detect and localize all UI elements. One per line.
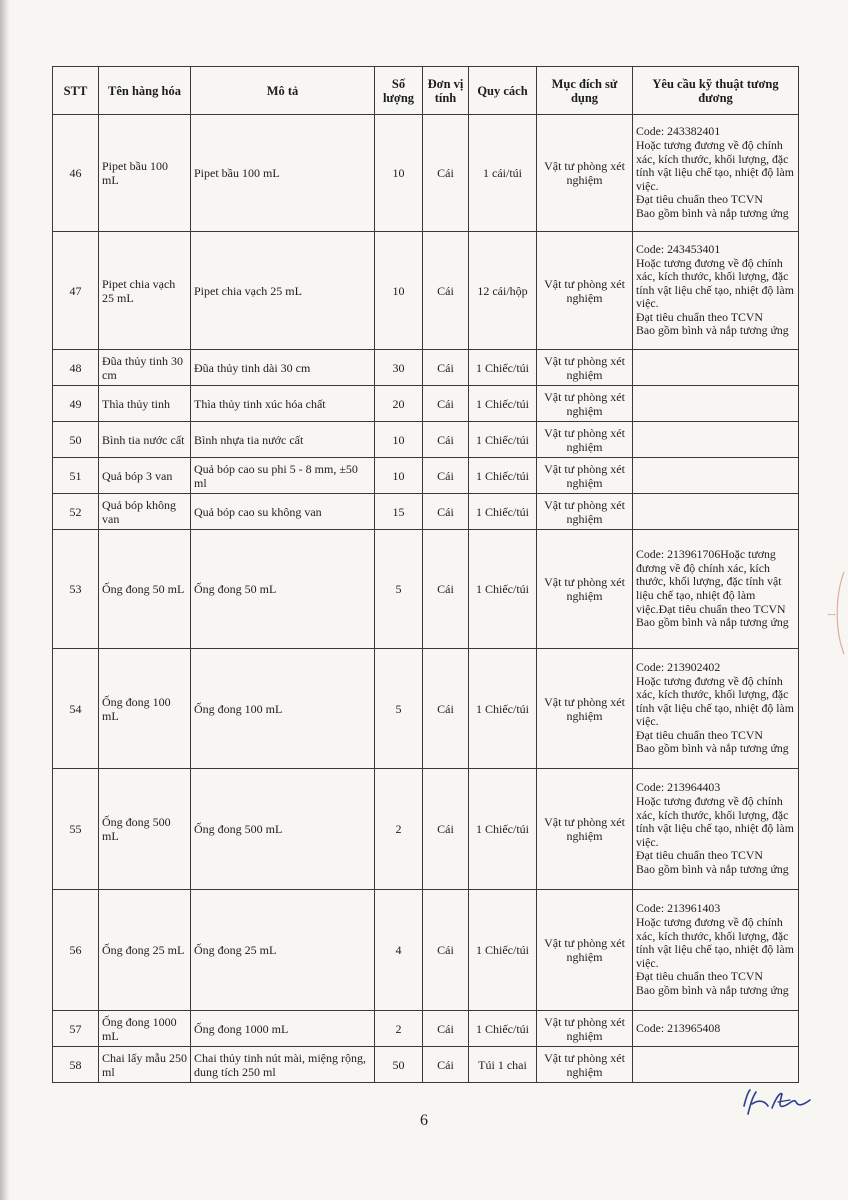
cell-purpose: Vật tư phòng xét nghiệm bbox=[537, 115, 633, 232]
cell-purpose: Vật tư phòng xét nghiệm bbox=[537, 1047, 633, 1083]
cell-name: Quả bóp không van bbox=[99, 494, 191, 530]
cell-name: Ống đong 1000 mL bbox=[99, 1011, 191, 1047]
svg-text:ꟷ: ꟷ bbox=[828, 610, 836, 620]
header-quantity: Số lượng bbox=[375, 67, 423, 115]
cell-description: Quả bóp cao su phi 5 - 8 mm, ±50 ml bbox=[191, 458, 375, 494]
header-stt: STT bbox=[53, 67, 99, 115]
cell-purpose: Vật tư phòng xét nghiệm bbox=[537, 386, 633, 422]
cell-stt: 47 bbox=[53, 232, 99, 350]
cell-name: Pipet chia vạch 25 mL bbox=[99, 232, 191, 350]
cell-stt: 51 bbox=[53, 458, 99, 494]
cell-quantity: 10 bbox=[375, 232, 423, 350]
cell-requirements: Code: 243382401 Hoặc tương đương về độ chính xác, kích thước, khối lượng, đặc tính vật liệu chế tạo, nhiệt độ làm việc. Đạt tiêu chuẩn theo TCVN Bao gồm bình và nắp tương ứng bbox=[633, 115, 799, 232]
table-row bbox=[53, 232, 799, 350]
cell-quantity: 10 bbox=[375, 422, 423, 458]
cell-name: Đũa thủy tinh 30 cm bbox=[99, 350, 191, 386]
cell-quantity: 15 bbox=[375, 494, 423, 530]
cell-name: Bình tia nước cất bbox=[99, 422, 191, 458]
cell-spec: 1 Chiếc/túi bbox=[469, 350, 537, 386]
cell-stt: 46 bbox=[53, 115, 99, 232]
table-row bbox=[53, 1011, 799, 1047]
cell-quantity: 4 bbox=[375, 890, 423, 1011]
cell-purpose: Vật tư phòng xét nghiệm bbox=[537, 350, 633, 386]
cell-name: Ống đong 100 mL bbox=[99, 649, 191, 769]
table-row bbox=[53, 1047, 799, 1083]
cell-spec: 1 Chiếc/túi bbox=[469, 769, 537, 890]
cell-description: Ống đong 100 mL bbox=[191, 649, 375, 769]
cell-name: Quả bóp 3 van bbox=[99, 458, 191, 494]
table-row bbox=[53, 458, 799, 494]
cell-purpose: Vật tư phòng xét nghiệm bbox=[537, 769, 633, 890]
table-row bbox=[53, 649, 799, 769]
cell-requirements bbox=[633, 386, 799, 422]
table-row bbox=[53, 494, 799, 530]
header-purpose: Mục đích sử dụng bbox=[537, 67, 633, 115]
cell-name: Ống đong 500 mL bbox=[99, 769, 191, 890]
cell-description: Đũa thủy tinh dài 30 cm bbox=[191, 350, 375, 386]
cell-description: Chai thủy tinh nút mài, miệng rộng, dung tích 250 ml bbox=[191, 1047, 375, 1083]
cell-spec: 1 Chiếc/túi bbox=[469, 1011, 537, 1047]
cell-purpose: Vật tư phòng xét nghiệm bbox=[537, 890, 633, 1011]
cell-stt: 58 bbox=[53, 1047, 99, 1083]
cell-requirements: Code: 213964403 Hoặc tương đương về độ chính xác, kích thước, khối lượng, đặc tính vật liệu chế tạo, nhiệt độ làm việc. Đạt tiêu chuẩn theo TCVN Bao gồm bình và nắp tương ứng bbox=[633, 769, 799, 890]
cell-requirements bbox=[633, 458, 799, 494]
cell-purpose: Vật tư phòng xét nghiệm bbox=[537, 649, 633, 769]
cell-unit: Cái bbox=[423, 769, 469, 890]
cell-unit: Cái bbox=[423, 458, 469, 494]
cell-stt: 52 bbox=[53, 494, 99, 530]
table-row bbox=[53, 350, 799, 386]
table-row bbox=[53, 530, 799, 649]
header-description: Mô tả bbox=[191, 67, 375, 115]
cell-quantity: 2 bbox=[375, 1011, 423, 1047]
cell-unit: Cái bbox=[423, 649, 469, 769]
cell-unit: Cái bbox=[423, 386, 469, 422]
cell-spec: 1 cái/túi bbox=[469, 115, 537, 232]
supplies-table bbox=[52, 66, 799, 1083]
table-header-row bbox=[53, 67, 799, 115]
cell-spec: 1 Chiếc/túi bbox=[469, 649, 537, 769]
cell-requirements: Code: 213961403 Hoặc tương đương về độ chính xác, kích thước, khối lượng, đặc tính vật liệu chế tạo, nhiệt độ làm việc. Đạt tiêu chuẩn theo TCVN Bao gồm bình và nắp tương ứng bbox=[633, 890, 799, 1011]
table-row bbox=[53, 386, 799, 422]
cell-stt: 55 bbox=[53, 769, 99, 890]
cell-description: Ống đong 25 mL bbox=[191, 890, 375, 1011]
cell-unit: Cái bbox=[423, 422, 469, 458]
cell-requirements: Code: 213902402 Hoặc tương đương về độ chính xác, kích thước, khối lượng, đặc tính vật liệu chế tạo, nhiệt độ làm việc. Đạt tiêu chuẩn theo TCVN Bao gồm bình và nắp tương ứng bbox=[633, 649, 799, 769]
cell-spec: 1 Chiếc/túi bbox=[469, 422, 537, 458]
cell-quantity: 20 bbox=[375, 386, 423, 422]
cell-purpose: Vật tư phòng xét nghiệm bbox=[537, 1011, 633, 1047]
cell-requirements bbox=[633, 422, 799, 458]
cell-spec: 12 cái/hộp bbox=[469, 232, 537, 350]
cell-spec: 1 Chiếc/túi bbox=[469, 530, 537, 649]
cell-requirements: Code: 243453401 Hoặc tương đương về độ chính xác, kích thước, khối lượng, đặc tính vật liệu chế tạo, nhiệt độ làm việc. Đạt tiêu chuẩn theo TCVN Bao gồm bình và nắp tương ứng bbox=[633, 232, 799, 350]
header-requirements: Yêu cầu kỹ thuật tương đương bbox=[633, 67, 799, 115]
cell-stt: 49 bbox=[53, 386, 99, 422]
cell-unit: Cái bbox=[423, 890, 469, 1011]
cell-quantity: 50 bbox=[375, 1047, 423, 1083]
cell-name: Thìa thủy tinh bbox=[99, 386, 191, 422]
cell-description: Pipet bầu 100 mL bbox=[191, 115, 375, 232]
cell-quantity: 10 bbox=[375, 115, 423, 232]
cell-requirements bbox=[633, 1047, 799, 1083]
cell-spec: 1 Chiếc/túi bbox=[469, 386, 537, 422]
table-row bbox=[53, 422, 799, 458]
cell-purpose: Vật tư phòng xét nghiệm bbox=[537, 530, 633, 649]
header-unit: Đơn vị tính bbox=[423, 67, 469, 115]
page-number: 6 bbox=[420, 1112, 428, 1129]
cell-spec: 1 Chiếc/túi bbox=[469, 494, 537, 530]
cell-purpose: Vật tư phòng xét nghiệm bbox=[537, 232, 633, 350]
cell-description: Bình nhựa tia nước cất bbox=[191, 422, 375, 458]
cell-description: Thìa thủy tinh xúc hóa chất bbox=[191, 386, 375, 422]
cell-quantity: 5 bbox=[375, 530, 423, 649]
cell-stt: 54 bbox=[53, 649, 99, 769]
cell-spec: Túi 1 chai bbox=[469, 1047, 537, 1083]
cell-description: Pipet chia vạch 25 mL bbox=[191, 232, 375, 350]
table-row bbox=[53, 115, 799, 232]
cell-stt: 57 bbox=[53, 1011, 99, 1047]
cell-name: Pipet bầu 100 mL bbox=[99, 115, 191, 232]
cell-spec: 1 Chiếc/túi bbox=[469, 458, 537, 494]
cell-name: Ống đong 25 mL bbox=[99, 890, 191, 1011]
cell-unit: Cái bbox=[423, 1047, 469, 1083]
cell-requirements: Code: 213965408 bbox=[633, 1011, 799, 1047]
cell-quantity: 30 bbox=[375, 350, 423, 386]
cell-quantity: 2 bbox=[375, 769, 423, 890]
cell-requirements bbox=[633, 350, 799, 386]
cell-unit: Cái bbox=[423, 1011, 469, 1047]
cell-requirements bbox=[633, 494, 799, 530]
cell-name: Ống đong 50 mL bbox=[99, 530, 191, 649]
cell-stt: 56 bbox=[53, 890, 99, 1011]
scan-binding-edge bbox=[0, 0, 10, 1200]
cell-description: Quả bóp cao su không van bbox=[191, 494, 375, 530]
cell-description: Ống đong 1000 mL bbox=[191, 1011, 375, 1047]
cell-description: Ống đong 50 mL bbox=[191, 530, 375, 649]
table-row bbox=[53, 769, 799, 890]
cell-description: Ống đong 500 mL bbox=[191, 769, 375, 890]
cell-purpose: Vật tư phòng xét nghiệm bbox=[537, 422, 633, 458]
cell-unit: Cái bbox=[423, 232, 469, 350]
cell-unit: Cái bbox=[423, 530, 469, 649]
cell-stt: 50 bbox=[53, 422, 99, 458]
header-name: Tên hàng hóa bbox=[99, 67, 191, 115]
cell-unit: Cái bbox=[423, 350, 469, 386]
cell-stt: 53 bbox=[53, 530, 99, 649]
cell-quantity: 5 bbox=[375, 649, 423, 769]
cell-purpose: Vật tư phòng xét nghiệm bbox=[537, 458, 633, 494]
cell-stt: 48 bbox=[53, 350, 99, 386]
table-row bbox=[53, 890, 799, 1011]
cell-unit: Cái bbox=[423, 494, 469, 530]
cell-unit: Cái bbox=[423, 115, 469, 232]
header-spec: Quy cách bbox=[469, 67, 537, 115]
cell-spec: 1 Chiếc/túi bbox=[469, 890, 537, 1011]
cell-purpose: Vật tư phòng xét nghiệm bbox=[537, 494, 633, 530]
partial-stamp-mark bbox=[822, 568, 848, 658]
cell-name: Chai lấy mẫu 250 ml bbox=[99, 1047, 191, 1083]
cell-requirements: Code: 213961706Hoặc tương đương về độ chính xác, kích thước, khối lượng, đặc tính vật liệu chế tạo, nhiệt độ làm việc.Đạt tiêu chuẩn theo TCVN Bao gồm bình và nắp tương ứng bbox=[633, 530, 799, 649]
cell-quantity: 10 bbox=[375, 458, 423, 494]
